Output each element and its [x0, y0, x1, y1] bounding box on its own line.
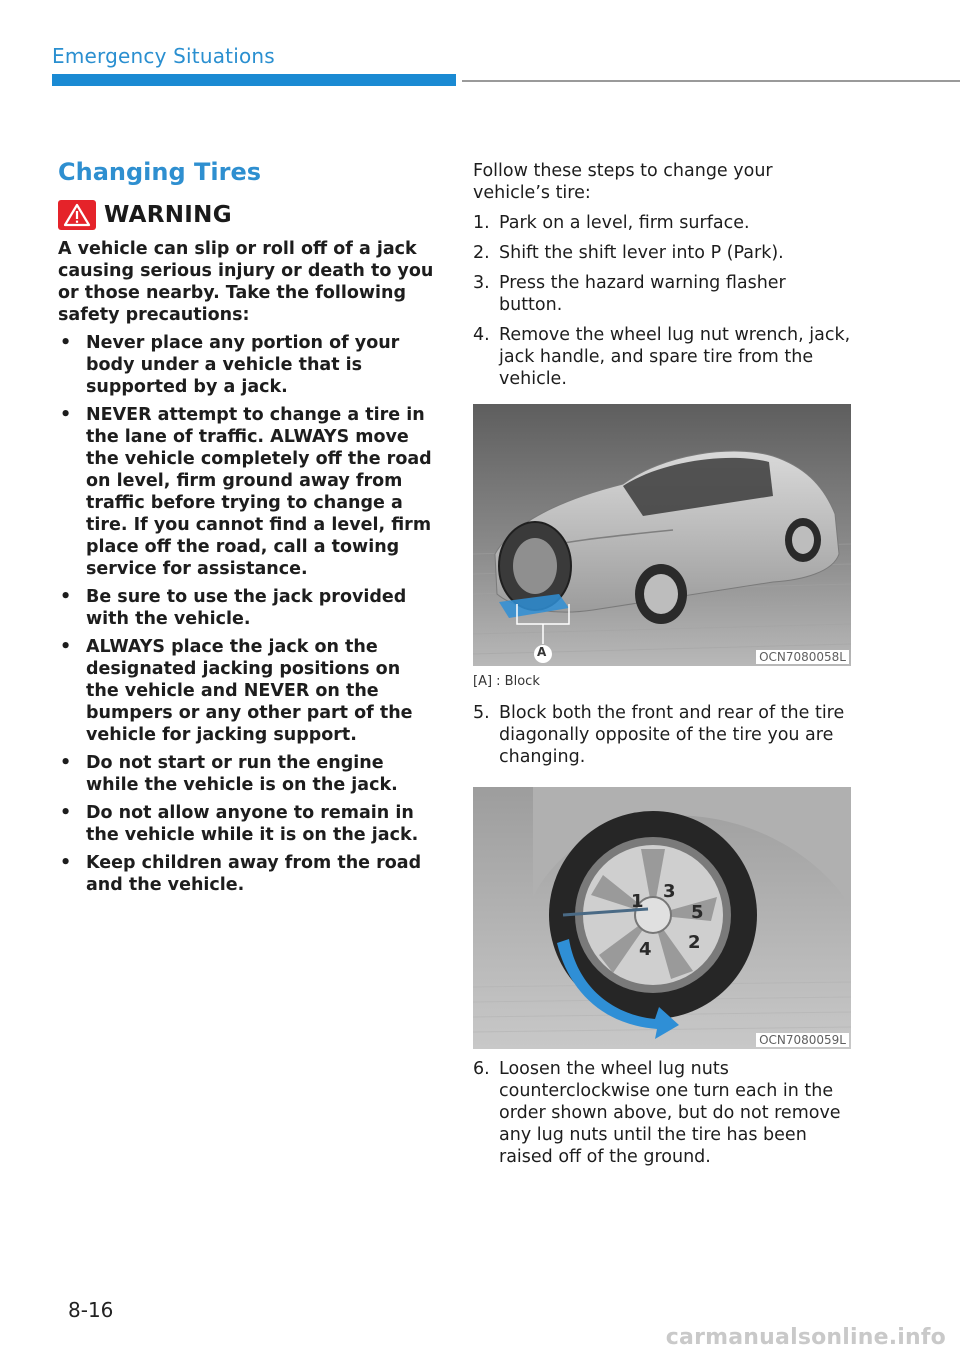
page-number: 8-16 — [68, 1298, 114, 1322]
warning-icon — [58, 200, 96, 230]
steps-list — [473, 212, 853, 390]
warning-label: WARNING — [104, 202, 232, 228]
safety-precautions-list — [58, 332, 438, 896]
list-item: 1. Park on a level, firm surface. — [473, 213, 750, 233]
list-item: 2. Shift the shift lever into P (Park). — [473, 243, 784, 263]
list-item: 4. Remove the wheel lug nut wrench, jack, jack handle, and spare tire from the vehicle. — [473, 325, 851, 389]
page-title: Changing Tires — [58, 158, 262, 186]
list-item: • ALWAYS place the jack on the designated jacking positions on the vehicle and NEVER on the bumpers or any other part of the vehicle for jacking support. — [60, 637, 413, 745]
lug-number: 2 — [688, 932, 701, 953]
lug-number: 4 — [639, 939, 652, 960]
lug-order-figure — [473, 787, 851, 1049]
section-header: Emergency Situations — [52, 44, 275, 68]
list-item: • Do not start or run the engine while the vehicle is on the jack. — [60, 753, 398, 795]
list-item: • Never place any portion of your body under a vehicle that is supported by a jack. — [60, 333, 400, 397]
figure-caption: [A] : Block — [473, 674, 540, 689]
steps-intro: Follow these steps to change your vehicle’s tire: — [473, 161, 773, 203]
right-column — [473, 160, 853, 398]
list-item: • Keep children away from the road and the vehicle. — [60, 853, 422, 895]
list-item: 6. Loosen the wheel lug nuts counterclockwise one turn each in the order shown above, but do not remove any lug nuts until the tire has been raised off of the ground. — [473, 1059, 841, 1167]
figure-code: OCN7080058L — [756, 650, 849, 664]
lug-number: 1 — [631, 891, 644, 912]
figure-code: OCN7080059L — [756, 1033, 849, 1047]
warning-header — [58, 200, 438, 230]
lug-number: 5 — [691, 902, 704, 923]
header-accent-bar — [52, 74, 456, 86]
watermark: carmanualsonline.info — [665, 1325, 946, 1350]
steps-list-continued — [473, 1058, 853, 1176]
lug-number: 3 — [663, 881, 676, 902]
left-column — [58, 158, 438, 902]
warning-intro: A vehicle can slip or roll off of a jack causing serious injury or death to you or those nearby. Take the following safety precautions: — [58, 239, 434, 325]
list-item: • Do not allow anyone to remain in the vehicle while it is on the jack. — [60, 803, 419, 845]
header-rule — [462, 80, 960, 82]
list-item: • Be sure to use the jack provided with the vehicle. — [60, 587, 407, 629]
figure-label-a: A — [537, 645, 547, 659]
steps-list-continued — [473, 702, 853, 776]
car-block-figure — [473, 404, 851, 666]
list-item: 3. Press the hazard warning flasher button. — [473, 273, 786, 315]
list-item: 5. Block both the front and rear of the tire diagonally opposite of the tire you are changing. — [473, 703, 845, 767]
list-item: • NEVER attempt to change a tire in the lane of traffic. ALWAYS move the vehicle completely off the road on level, firm ground away from traffic before trying to change a tire. If you cannot find a level, firm place off the road, call a towing service for assistance. — [60, 405, 432, 579]
